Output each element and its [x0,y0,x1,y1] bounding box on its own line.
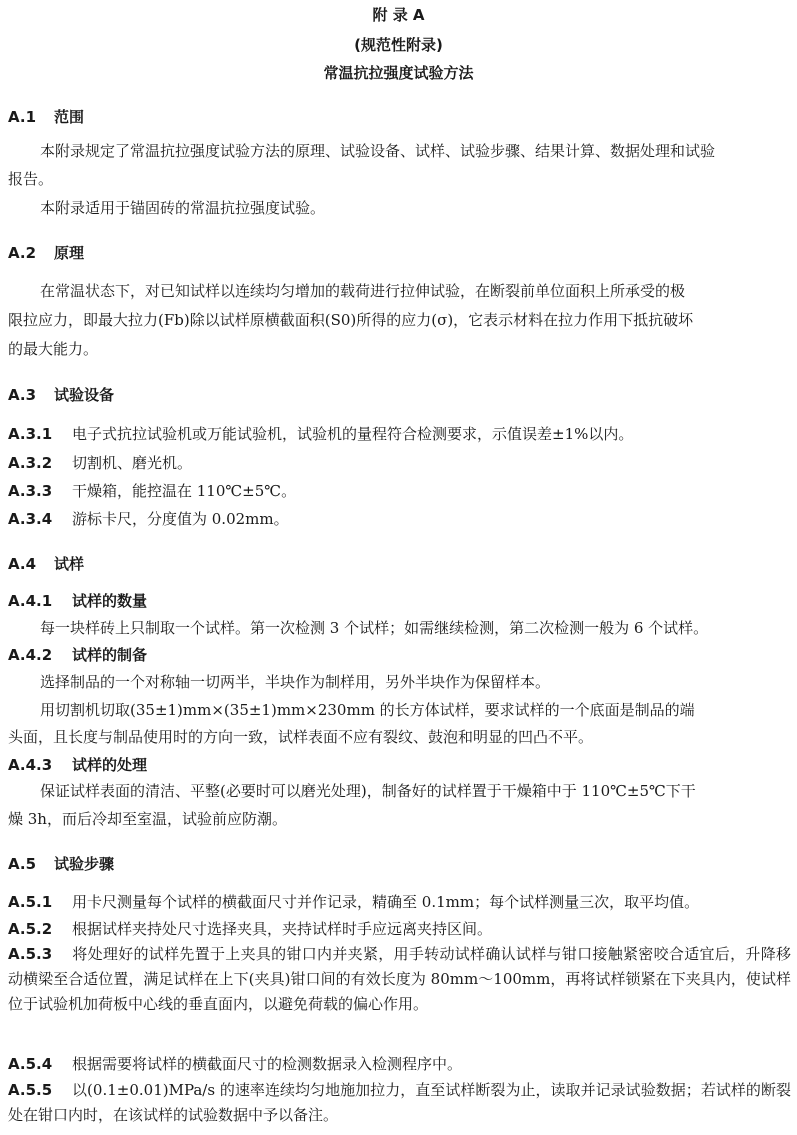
item-a5-5: A.5.5 以(0.1±0.01)MPa/s 的速率连续均匀地施加拉力，直至试样断裂为止，读取并记录试验数据；若试样的断裂处在钳口内时，在该试样的试验数据中予以备注。 [8,1081,791,1124]
section-a1-para1-cont: 报告。 [8,170,54,188]
annex-nature: (规范性附录) [354,36,443,54]
subsection-a4-2-para2-cont: 头面，且长度与制品使用时的方向一致，试样表面不应有裂纹、鼓泡和明显的凹凸不平。 [8,728,594,746]
item-a5-3: A.5.3 将处理好的试样先置于上夹具的钳口内并夹紧，用手转动试样确认试样与钳口接触紧密咬合适宜后，升降移动横梁至合适位置，满足试样在上下(夹具)钳口间的有效长度为 80mm～100mm，再将试样锁紧在下夹具内，使试样位于试验机加荷板中心线的垂直面内，以避免荷载的偏心作用。 [8,945,791,1013]
item-a3-3: A.3.3 干燥箱，能控温在 110℃±5℃。 [8,482,297,500]
annex-label: 附 录 A [372,6,425,24]
item-a3-4: A.3.4 游标卡尺，分度值为 0.02mm。 [8,510,289,528]
section-a2-heading: A.2 原理 [8,244,85,262]
section-a2-line2: 限拉应力，即最大拉力(Fb)除以试样原横截面积(S0)所得的应力(σ)，它表示材料在拉力作用下抵抗破坏 [8,311,694,329]
item-a5-1: A.5.1 用卡尺测量每个试样的横截面尺寸并作记录，精确至 0.1mm；每个试样测量三次，取平均值。 [8,893,700,911]
item-a5-2: A.5.2 根据试样夹持处尺寸选择夹具，夹持试样时手应远离夹持区间。 [8,920,493,938]
subsection-a4-3-heading: A.4.3 试样的处理 [8,756,148,774]
item-a3-1: A.3.1 电子式抗拉试验机或万能试验机，试验机的量程符合检测要求，示值误差±1%以内。 [8,425,634,443]
subsection-a4-3-line1: 保证试样表面的清洁、平整(必要时可以磨光处理)，制备好的试样置于干燥箱中于 110℃±5℃下干 [40,782,696,800]
section-a1-para2: 本附录适用于锚固砖的常温抗拉强度试验。 [40,199,326,217]
section-a5-heading: A.5 试验步骤 [8,855,115,873]
item-a5-4: A.5.4 根据需要将试样的横截面尺寸的检测数据录入检测程序中。 [8,1055,463,1073]
section-a2-line1: 在常温状态下，对已知试样以连续均匀增加的载荷进行拉伸试验，在断裂前单位面积上所承受的极 [40,282,686,300]
section-a4-heading: A.4 试样 [8,555,85,573]
subsection-a4-1-heading: A.4.1 试样的数量 [8,592,148,610]
annex-title: 常温抗拉强度试验方法 [323,64,474,82]
section-a2-line3: 的最大能力。 [8,340,99,358]
subsection-a4-2-para2: 用切割机切取(35±1)mm×(35±1)mm×230mm 的长方体试样，要求试样的一个底面是制品的端 [40,701,695,719]
subsection-a4-2-para1: 选择制品的一个对称轴一切两半，半块作为制样用，另外半块作为保留样本。 [40,673,551,691]
subsection-a4-3-line2: 燥 3h，而后冷却至室温，试验前应防潮。 [8,810,287,828]
section-a1-para1: 本附录规定了常温抗拉强度试验方法的原理、试验设备、试样、试验步骤、结果计算、数据处理和试验 [40,142,716,160]
item-a3-2: A.3.2 切割机、磨光机。 [8,454,193,472]
subsection-a4-2-heading: A.4.2 试样的制备 [8,646,148,664]
section-a1-heading: A.1 范围 [8,108,85,126]
subsection-a4-1-text: 每一块样砖上只制取一个试样。第一次检测 3 个试样；如需继续检测，第二次检测一般为 6 个试样。 [40,619,709,637]
section-a3-heading: A.3 试验设备 [8,386,115,404]
